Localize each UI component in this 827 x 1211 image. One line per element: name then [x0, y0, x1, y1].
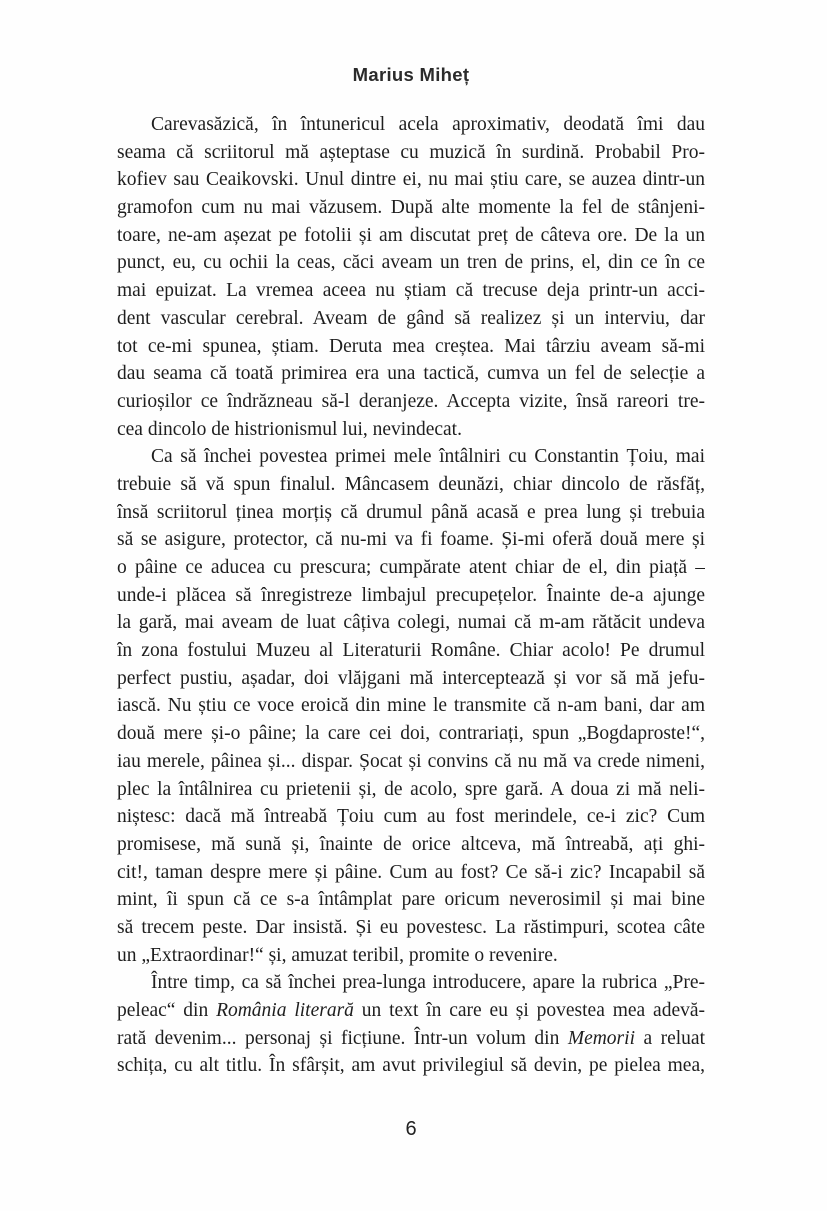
text-line [117, 360, 705, 388]
body-text: dau seama că toată primirea era una tactică, cumva un fel de selecție a [117, 363, 705, 385]
body-text: kofiev sau Ceaikovski. Unul dintre ei, nu mai știu care, se auzea dintr-un [117, 169, 705, 191]
body-text: Între timp, ca să închei prea-lunga introducere, apare la rubrica „Pre- [151, 972, 705, 994]
body-text: trebuie să vă spun finalul. Mâncasem deunăzi, chiar dincolo de răsfăț, [117, 473, 705, 495]
body-text: un text în care eu și povestea mea adevă- [353, 1000, 705, 1021]
text-line [117, 333, 705, 361]
text-line [117, 194, 705, 222]
text-line [117, 748, 705, 776]
text-line [117, 720, 705, 748]
text-line [117, 1025, 705, 1053]
text-body [117, 111, 705, 1080]
text-line [117, 305, 705, 333]
body-text: în zona fostului Muzeu al Literaturii Române. Chiar acolo! Pe drumul [117, 640, 705, 662]
text-line [117, 859, 705, 887]
text-line [117, 277, 705, 305]
text-line [117, 554, 705, 582]
body-text: să se asigure, protector, că nu-mi va fi foame. Și-mi oferă două mere și [117, 529, 705, 551]
body-text: la gară, mai aveam de luat câțiva colegi, numai că m-am rătăcit undeva [117, 612, 705, 634]
text-line [117, 471, 705, 499]
text-line [117, 139, 705, 167]
body-text: gramofon cum nu mai văzusem. După alte momente la fel de stânjeni- [117, 197, 705, 219]
body-text: însă scriitorul ținea morțiș că drumul până acasă e prea lung și trebuia [117, 501, 705, 523]
text-line [117, 803, 705, 831]
text-line [117, 222, 705, 250]
body-text: dent vascular cerebral. Aveam de gând să realizez și un interviu, dar [117, 307, 705, 329]
text-line [117, 831, 705, 859]
body-text: iască. Nu știu ce voce eroică din mine le transmite că n-am bani, dar am [117, 695, 705, 717]
text-line [117, 499, 705, 527]
text-line [117, 886, 705, 914]
body-text: Ca să închei povestea primei mele întâlniri cu Constantin Țoiu, mai [151, 446, 705, 468]
body-text: rată devenim... personaj și ficțiune. Într-un volum din [117, 1027, 568, 1049]
body-text: o pâine ce aducea cu prescura; cumpărate atent chiar de el, din piață – [117, 557, 705, 578]
body-text: peleac“ din [117, 1000, 217, 1021]
body-text: iau merele, pâinea și... dispar. Șocat și convins că nu mă va crede nimeni, [117, 750, 705, 772]
body-text: un „Extraordinar!“ și, amuzat teribil, promite o revenire. [117, 944, 558, 966]
body-text: unde-i plăcea să înregistreze limbajul precupețelor. Înainte de-a ajunge [117, 584, 705, 606]
text-line [117, 111, 705, 139]
text-line [117, 582, 705, 610]
text-line [117, 665, 705, 693]
body-text: promisese, mă sună și, înainte de orice altceva, mă întreabă, ați ghi- [117, 833, 705, 855]
body-text: mint, îi spun că ce s-a întâmplat pare oricum neverosimil și mai bine [117, 889, 705, 911]
text-line [117, 526, 705, 554]
body-text: mai epuizat. La vremea aceea nu știam că trecuse deja printr-un acci- [117, 280, 705, 302]
body-text: Carevasăzică, în întunericul acela aproximativ, deodată îmi dau [151, 114, 705, 135]
text-line [117, 942, 705, 970]
body-text: să trecem peste. Dar insistă. Și eu povestesc. La răstimpuri, scotea câte [117, 916, 705, 938]
body-text: plec la întâlnirea cu prietenii și, de acolo, spre gară. A doua zi mă neli- [117, 778, 705, 800]
body-text: cit!, taman despre mere și pâine. Cum au fost? Ce să-i zic? Incapabil să [117, 861, 705, 883]
body-text: niștesc: dacă mă întreabă Țoiu cum au fost merindele, ce-i zic? Cum [117, 806, 705, 828]
text-line [117, 443, 705, 471]
text-line [117, 914, 705, 942]
running-head-author: Marius Miheț [352, 64, 470, 85]
italic-title-text: Memorii [567, 1027, 635, 1049]
body-text: a reluat [634, 1027, 705, 1049]
text-line [117, 692, 705, 720]
text-line [117, 416, 705, 444]
text-line [117, 776, 705, 804]
text-line [117, 637, 705, 665]
body-text: seama că scriitorul mă așteptase cu muzică în surdină. Probabil Pro- [117, 141, 705, 163]
body-text: curioșilor ce îndrăzneau să-l deranjeze. Accepta vizite, însă rareori tre- [117, 390, 705, 412]
italic-title-text: România literară [216, 1000, 354, 1021]
body-text: tot ce-mi spunea, știam. Deruta mea creștea. Mai târziu aveam să-mi [117, 335, 705, 357]
text-line [117, 609, 705, 637]
body-text: toare, ne-am așezat pe fotolii și am discutat preț de câteva ore. De la un [117, 224, 705, 246]
text-line [117, 1052, 705, 1080]
text-line [117, 997, 705, 1025]
text-line [117, 388, 705, 416]
body-text: punct, eu, cu ochii la ceas, căci aveam un tren de prins, el, din ce în ce [117, 252, 705, 274]
text-line [117, 969, 705, 997]
page-number: 6 [405, 1118, 417, 1140]
body-text: cea dincolo de histrionismul lui, nevindecat. [117, 418, 462, 440]
body-text: perfect pustiu, așadar, doi vlăjgani mă interceptează și vor să mă jefu- [117, 667, 705, 689]
text-line [117, 249, 705, 277]
body-text: două mere și-o pâine; la care cei doi, contrariați, spun „Bogdaproste!“, [117, 723, 705, 745]
text-line [117, 166, 705, 194]
body-text: schița, cu alt titlu. În sfârșit, am avut privilegiul să devin, pe pielea mea, [117, 1055, 705, 1077]
